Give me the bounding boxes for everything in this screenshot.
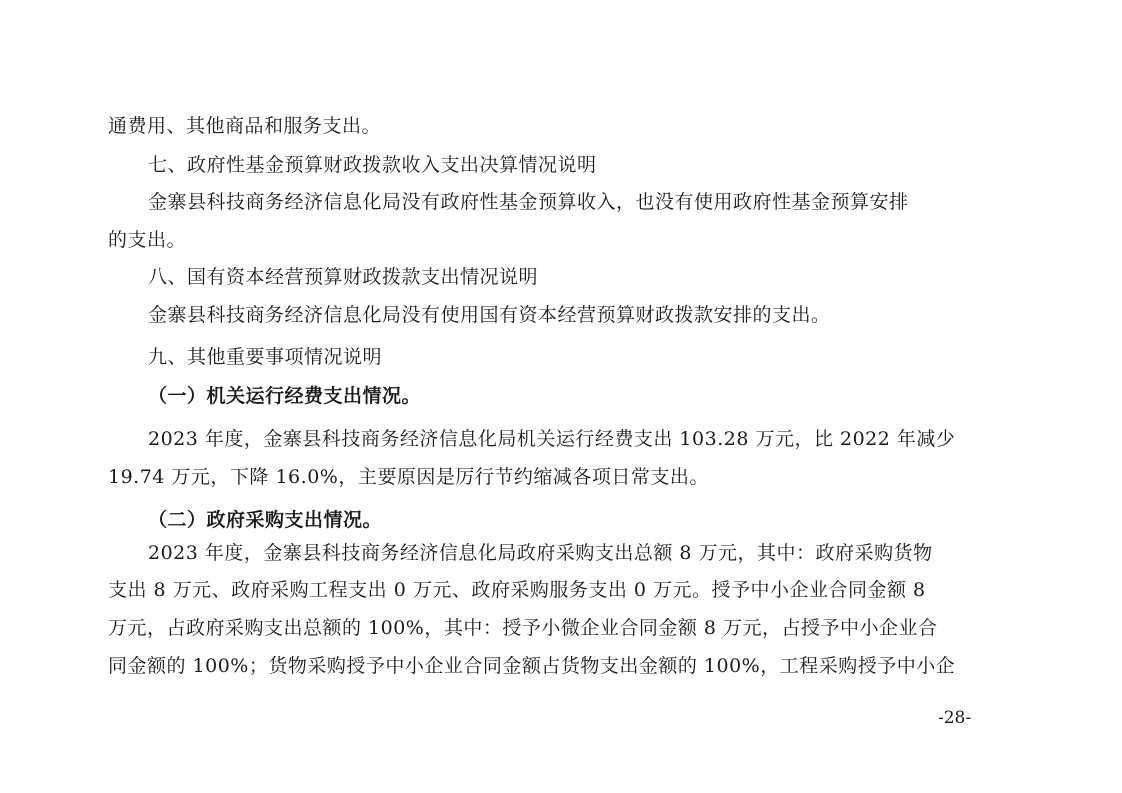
paragraph-line: 通费用、其他商品和服务支出。 <box>108 115 382 137</box>
page-number: -28- <box>938 708 972 728</box>
paragraph-line: 19.74 万元，下降 16.0%，主要原因是厉行节约缩减各项日常支出。 <box>108 466 709 488</box>
paragraph-line: 万元，占政府采购支出总额的 100%，其中：授予小微企业合同金额 8 万元，占授予中小企业合 <box>108 617 938 639</box>
section-heading-9: 九、其他重要事项情况说明 <box>148 346 383 368</box>
subsection-heading-2: （二）政府采购支出情况。 <box>148 509 383 531</box>
paragraph-line: 的支出。 <box>108 229 187 251</box>
paragraph-line: 支出 8 万元、政府采购工程支出 0 万元、政府采购服务支出 0 万元。授予中小企业合同金额 8 <box>108 579 926 601</box>
section-heading-7: 七、政府性基金预算财政拨款收入支出决算情况说明 <box>148 154 597 176</box>
paragraph-line: 同金额的 100%；货物采购授予中小企业合同金额占货物支出金额的 100%，工程采购授予中小企 <box>108 655 956 677</box>
section-heading-8: 八、国有资本经营预算财政拨款支出情况说明 <box>148 266 539 288</box>
paragraph-line: 金寨县科技商务经济信息化局没有政府性基金预算收入，也没有使用政府性基金预算安排 <box>148 191 909 213</box>
paragraph-line: 金寨县科技商务经济信息化局没有使用国有资本经营预算财政拨款安排的支出。 <box>148 304 831 326</box>
paragraph-line: 2023 年度，金寨县科技商务经济信息化局机关运行经费支出 103.28 万元，比 2022 年减少 <box>148 428 956 450</box>
paragraph-line: 2023 年度，金寨县科技商务经济信息化局政府采购支出总额 8 万元，其中：政府采购货物 <box>148 542 933 564</box>
subsection-heading-1: （一）机关运行经费支出情况。 <box>148 385 422 407</box>
